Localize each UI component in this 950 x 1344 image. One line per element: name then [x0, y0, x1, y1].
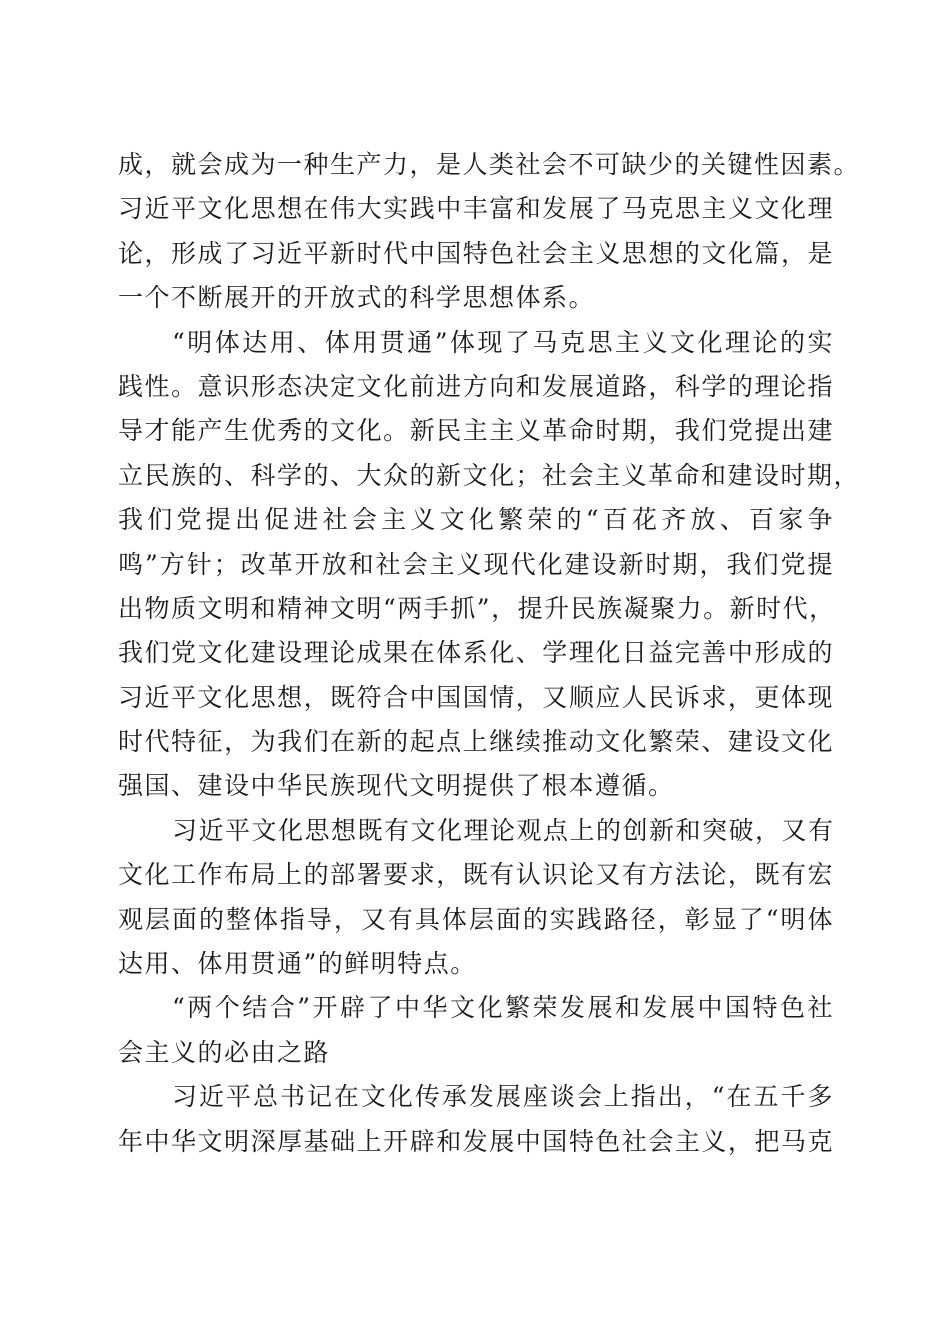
paragraph — [118, 809, 834, 987]
text-line: 习近平文化思想在伟大实践中丰富和发展了马克思主义文化理 — [118, 194, 834, 224]
paragraph — [118, 1075, 834, 1164]
text-line: 习近平文化思想既有文化理论观点上的创新和突破，又有 — [172, 815, 835, 845]
document-body — [118, 143, 861, 1164]
paragraph — [118, 143, 861, 321]
section-heading — [118, 986, 834, 1075]
text-line: 立民族的、科学的、大众的新文化；社会主义革命和建设时期， — [118, 460, 861, 490]
text-line: 我们党文化建设理论成果在体系化、学理化日益完善中形成的 — [118, 638, 834, 668]
text-line: “两个结合”开辟了中华文化繁荣发展和发展中国特色社 — [172, 993, 834, 1023]
text-line: 习近平文化思想，既符合中国国情，又顺应人民诉求，更体现 — [118, 682, 834, 712]
text-line: 论，形成了习近平新时代中国特色社会主义思想的文化篇，是 — [118, 238, 834, 268]
text-line: 我们党提出促进社会主义文化繁荣的“百花齐放、百家争 — [118, 505, 834, 535]
text-line: 导才能产生优秀的文化。新民主主义革命时期，我们党提出建 — [118, 416, 834, 446]
paragraph — [118, 321, 861, 809]
text-line: 一个不断展开的开放式的科学思想体系。 — [118, 283, 596, 313]
text-line: 践性。意识形态决定文化前进方向和发展道路，科学的理论指 — [118, 371, 834, 401]
text-line: “明体达用、体用贯通”体现了马克思主义文化理论的实 — [172, 327, 834, 357]
text-line: 会主义的必由之路 — [118, 1037, 331, 1067]
text-line: 强国、建设中华民族现代文明提供了根本遵循。 — [118, 771, 675, 801]
text-line: 观层面的整体指导，又有具体层面的实践路径，彰显了“明体 — [118, 904, 834, 934]
text-line: 习近平总书记在文化传承发展座谈会上指出，“在五千多 — [172, 1082, 834, 1112]
text-line: 文化工作布局上的部署要求，既有认识论又有方法论，既有宏 — [118, 860, 834, 890]
text-line: 出物质文明和精神文明“两手抓”，提升民族凝聚力。新时代， — [118, 593, 836, 623]
text-line: 鸣”方针；改革开放和社会主义现代化建设新时期，我们党提 — [118, 549, 834, 579]
text-line: 时代特征，为我们在新的起点上继续推动文化繁荣、建设文化 — [118, 727, 834, 757]
text-line: 年中华文明深厚基础上开辟和发展中国特色社会主义，把马克 — [118, 1126, 834, 1156]
text-line: 达用、体用贯通”的鲜明特点。 — [118, 949, 477, 979]
text-line: 成，就会成为一种生产力，是人类社会不可缺少的关键性因素。 — [118, 150, 861, 179]
